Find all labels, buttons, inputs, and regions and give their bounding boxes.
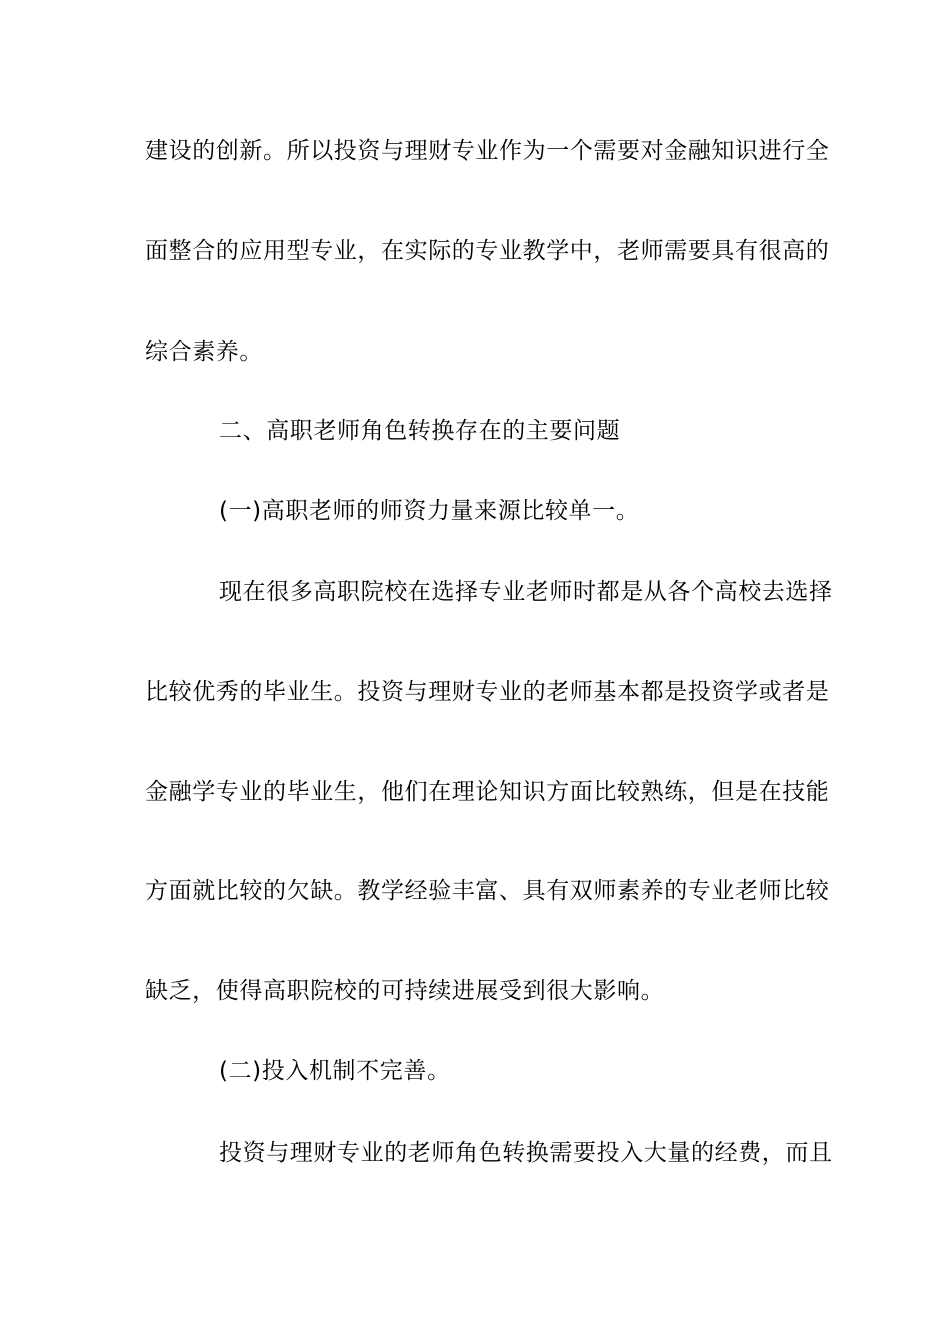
paragraph-line: 缺乏，使得高职院校的可持续进展受到很大影响。 [145,978,665,1004]
paragraph-line: 金融学专业的毕业生，他们在理论知识方面比较熟练，但是在技能 [145,779,830,805]
paragraph-line: 建设的创新。所以投资与理财专业作为一个需要对金融知识进行全 [145,138,830,164]
subsection-heading: (一)高职老师的师资力量来源比较单一。 [219,498,640,524]
paragraph-line: 比较优秀的毕业生。投资与理财专业的老师基本都是投资学或者是 [145,679,830,705]
subsection-heading: (二)投入机制不完善。 [219,1058,451,1084]
paragraph-line: 方面就比较的欠缺。教学经验丰富、具有双师素养的专业老师比较 [145,878,830,904]
paragraph-line: 综合素养。 [145,339,263,365]
paragraph-line: 投资与理财专业的老师角色转换需要投入大量的经费，而且 [219,1140,833,1166]
paragraph-line: 现在很多高职院校在选择专业老师时都是从各个高校去选择 [219,579,833,605]
paragraph-line: 面整合的应用型专业，在实际的专业教学中，老师需要具有很高的 [145,238,830,264]
section-heading: 二、高职老师角色转换存在的主要问题 [219,418,621,444]
